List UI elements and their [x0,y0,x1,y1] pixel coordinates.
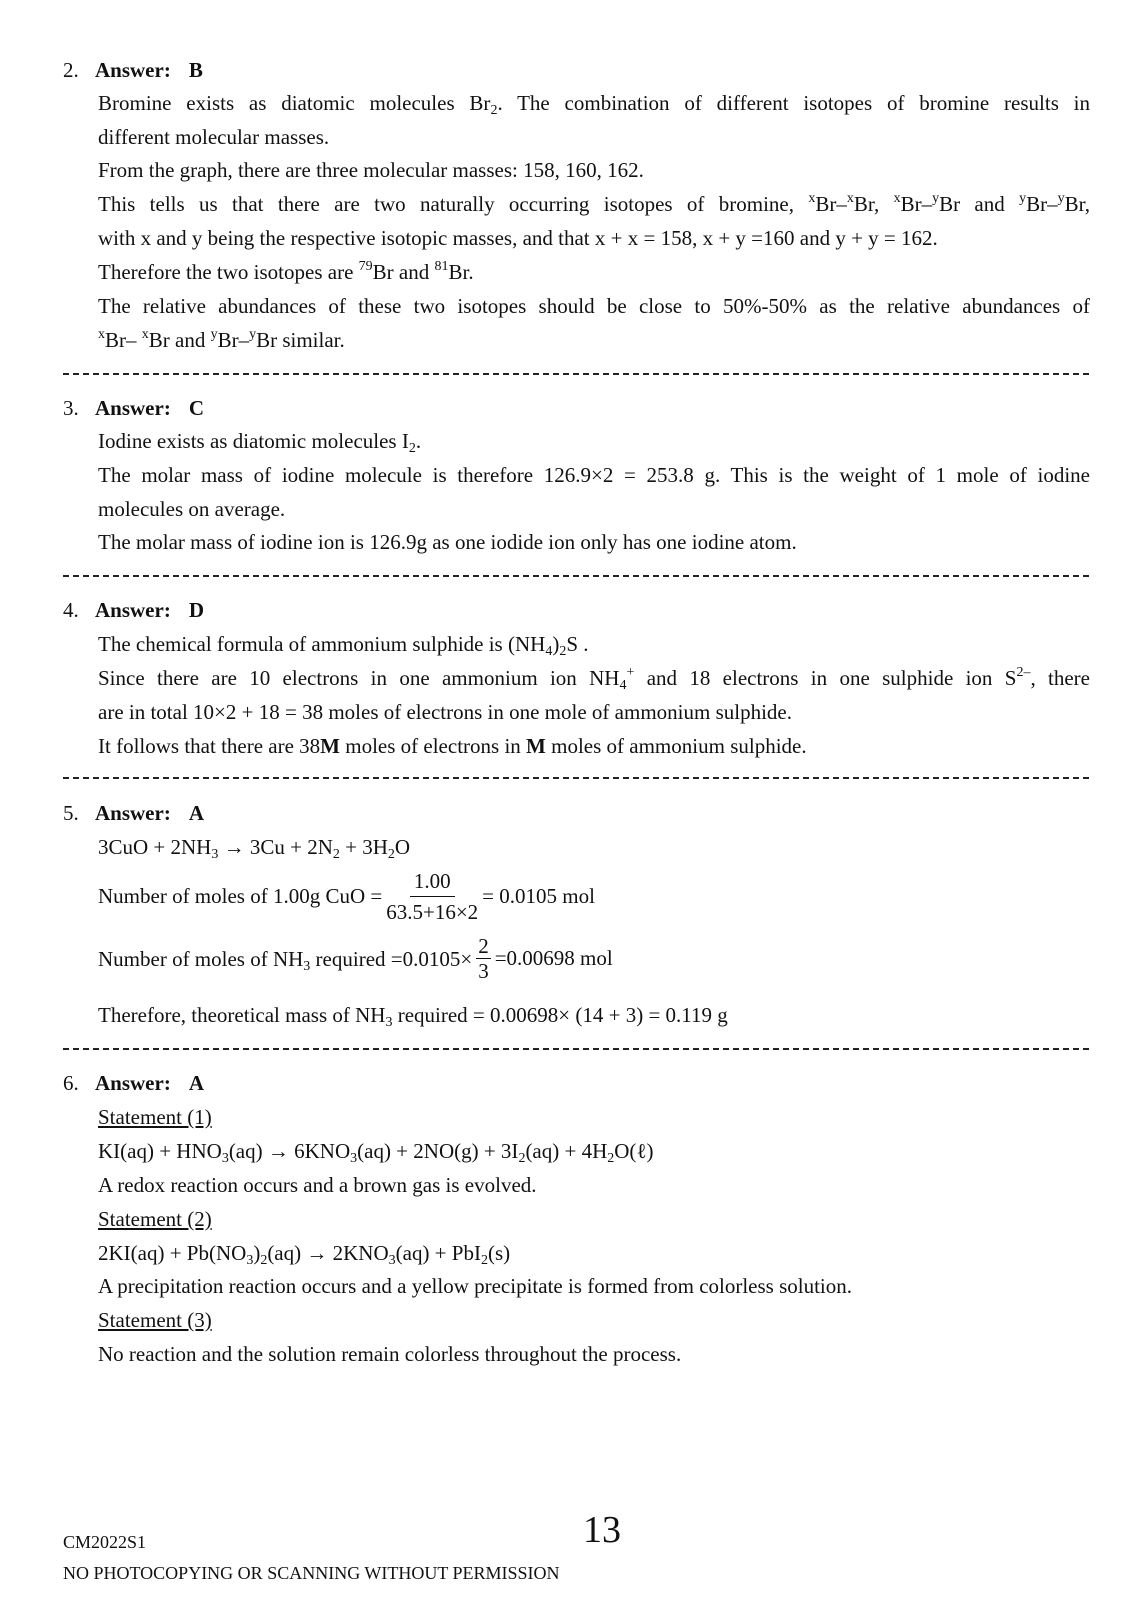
statement-heading [98,1308,212,1332]
copyright-notice: NO PHOTOCOPYING OR SCANNING WITHOUT PERMISSION [63,1563,560,1583]
explanation-line: A precipitation reaction occurs and a yellow precipitate is formed from colorless solution. [98,1274,853,1298]
subscript: 2 [559,644,567,659]
calc-prefix: Number of moles of $NH_3$ required =0.0105× [98,946,473,974]
question-4-header [63,598,204,622]
explanation-line: Since there are 10 electrons in one ammonium ion $NH_4^+$ and 18 electrons in one sulphide ion $S^{2-}$, there [98,665,1090,693]
subscript: 3 [246,1253,254,1268]
statement-heading [98,1105,212,1129]
explanation-line: The molar mass of iodine ion is 126.9g as one iodide ion only has one iodine atom. [98,530,797,554]
conclusion-line: Therefore, theoretical mass of $NH_3$ required = 0.00698× (14 + 3) = 0.119 g [98,1003,728,1030]
explanation-line: The molar mass of iodine molecule is therefore 126.9×2 = 253.8 g. This is the weight of 1 mole of iodine [98,463,1090,487]
answer-label: Answer: [95,396,171,420]
fraction-denominator: 3 [478,959,489,983]
explanation-line: Bromine exists as diatomic molecules $Br_2$. The combination of different isotopes of bromine results in [98,91,1091,118]
question-number: 5. [63,801,79,825]
superscript: x [846,191,854,206]
explanation-line: with x and y being the respective isotopic masses, and that x + x = 158, x + y =160 and y + y = 162. [98,226,938,250]
superscript: x [808,191,816,206]
superscript: y [1057,191,1065,206]
subscript: 3 [221,1151,229,1166]
subscript: 2 [480,1253,488,1268]
subscript: 4 [545,644,553,659]
chemical-equation: $3CuO + 2NH_3 \to 3Cu + 2N_2 + 3H_2O$ [98,835,411,862]
moles-nh3-calculation [98,936,613,981]
explanation-line: molecules on average. [98,497,286,521]
explanation-line: No reaction and the solution remain colorless throughout the process. [98,1342,682,1366]
superscript: 2– [1016,665,1031,680]
subscript: 3 [388,1253,396,1268]
document-code: CM2022S1 [63,1532,147,1552]
section-divider [63,373,1089,375]
superscript: y [249,327,257,342]
statement-heading [98,1207,212,1231]
underlined-text: Statement (2) [98,1207,212,1231]
superscript: x [893,191,901,206]
question-number: 6. [63,1071,79,1095]
explanation-line: It follows that there are 38M moles of electrons in M moles of ammonium sulphide. [98,734,807,758]
page-number: 13 [583,1509,621,1551]
section-divider [63,1048,1089,1050]
subscript: 4 [619,678,627,693]
subscript: 2 [387,847,395,862]
answer-label: Answer: [95,58,171,82]
explanation-line: Iodine exists as diatomic molecules $I_2$. [98,429,422,456]
answer-choice: B [188,58,203,82]
section-divider [63,575,1089,577]
underlined-text: Statement (3) [98,1308,212,1332]
subscript: 3 [350,1151,358,1166]
underlined-text: Statement (1) [98,1105,212,1129]
fraction [386,868,478,925]
explanation-line: From the graph, there are three molecular masses: 158, 160, 162. [98,158,644,182]
answer-choice: C [188,396,204,420]
superscript: + [626,665,635,680]
superscript: x [141,327,149,342]
explanation-line: are in total 10×2 + 18 = 38 moles of electrons in one mole of ammonium sulphide. [98,700,792,724]
superscript: y [1019,191,1027,206]
fraction [476,936,491,981]
subscript: 2 [518,1151,526,1166]
question-3-header [63,396,204,420]
subscript: 2 [332,847,340,862]
chemical-equation: $2KI(aq) + Pb(NO_3)_2(aq) \to 2KNO_3(aq) + PbI_2(s)$ [98,1241,511,1268]
subscript: 3 [385,1015,393,1030]
calc-result: = 0.0105 mol [482,884,595,908]
explanation-line: Therefore the two isotopes are $^{79}$Br and $^{81}$Br. [98,259,474,284]
fraction-denominator: 63.5+16×2 [386,900,479,924]
question-number: 2. [63,58,79,82]
fraction-numerator: 1.00 [410,868,455,897]
superscript: y [932,191,940,206]
subscript: 2 [260,1253,268,1268]
question-2-header [63,58,203,82]
section-divider [63,777,1089,779]
superscript: 79 [358,259,373,274]
answer-label: Answer: [95,1071,171,1095]
chemical-equation: $KI(aq) + HNO_3(aq) \to 6KNO_3(aq) + 2NO(g) + 3I_2(aq)$ + $4H_2O(\ell)$ [98,1139,654,1166]
explanation-line: The chemical formula of ammonium sulphide is $(NH_4)_2S$ . [98,632,589,659]
answer-choice: D [188,598,204,622]
answer-label: Answer: [95,801,171,825]
superscript: 81 [434,259,449,274]
subscript: 3 [303,958,311,974]
bold-text: M [526,734,546,758]
moles-cuo-calculation [98,868,595,925]
fraction-numerator: 2 [478,934,489,958]
calc-prefix: Number of moles of 1.00g CuO = [98,884,383,908]
explanation-line: different molecular masses. [98,125,330,149]
superscript: y [210,327,218,342]
subscript: 2 [408,441,416,456]
question-6-header [63,1071,204,1095]
superscript: x [98,327,105,342]
explanation-line: This tells us that there are two naturally occurring isotopes of bromine, $^x$Br–$^x$Br, $^x$Br–$^y$Br and $^y$Br–$^y$Br, [98,191,1090,216]
explanation-line: A redox reaction occurs and a brown gas is evolved. [98,1173,537,1197]
question-number: 3. [63,396,79,420]
answer-label: Answer: [95,598,171,622]
question-5-header [63,801,204,825]
subscript: 2 [607,1151,615,1166]
explanation-line: $^x$Br– $^x$Br and $^y$Br–$^y$Br similar. [98,327,345,352]
answer-choice: A [188,801,204,825]
bold-text: M [320,734,340,758]
calc-result: =0.00698 mol [494,946,613,970]
question-number: 4. [63,598,79,622]
subscript: 3 [211,847,219,862]
answer-choice: A [188,1071,204,1095]
subscript: 2 [490,103,498,118]
explanation-line: The relative abundances of these two isotopes should be close to 50%-50% as the relative abundances of [98,294,1090,318]
